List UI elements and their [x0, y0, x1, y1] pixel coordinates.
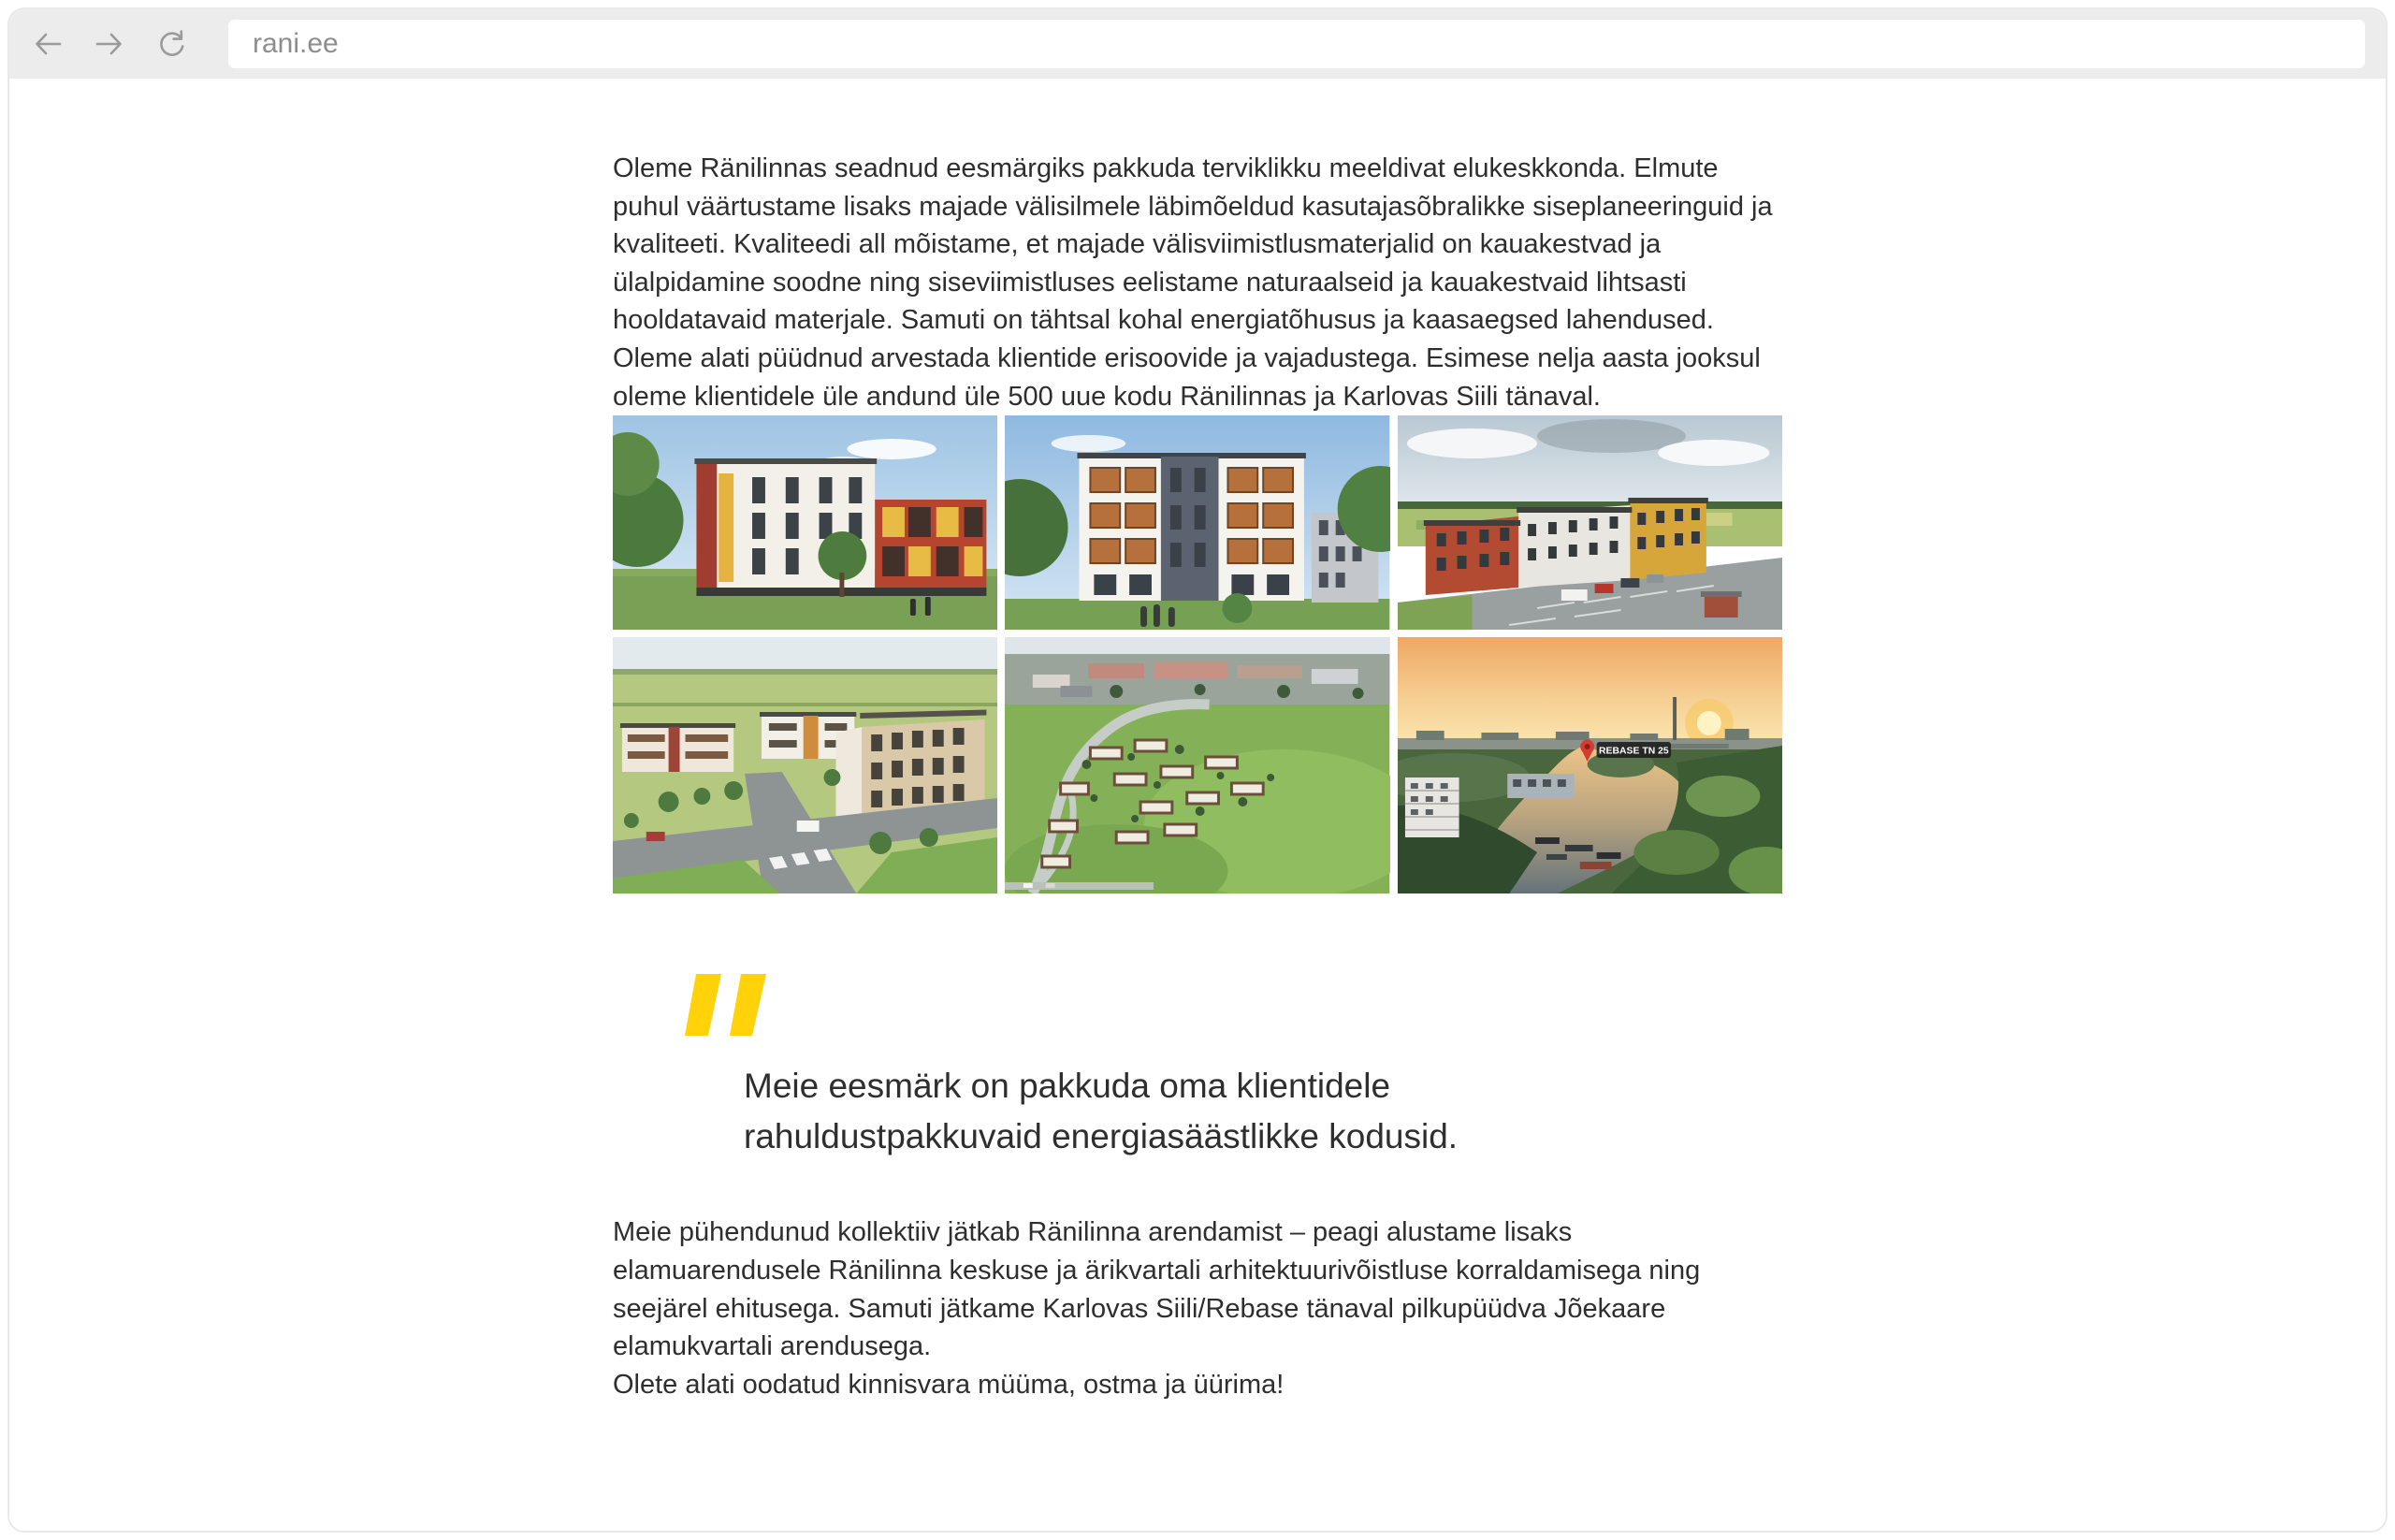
arrow-right-icon: [93, 27, 126, 61]
quote-text: Meie eesmärk on pakkuda oma klientidele rahuldustpakkuvaid energiasäästlikke kodusid.: [744, 1067, 1459, 1155]
address-bar[interactable]: [228, 20, 2365, 68]
reload-icon: [154, 27, 188, 61]
back-button[interactable]: [30, 26, 65, 62]
aerial-photo-green-district-image: [1005, 637, 1389, 893]
intro-paragraph: Oleme Ränilinnas seadnud eesmärgiks pakkuda terviklikku meeldivat elukeskkonda. Elmute puhul väärtustame lisaks majade välisilmele läbimõeldud kasutajasõbralikke siseplaneeringuid ja kvaliteeti. Kvaliteedi all mõistame, et majade välisviimistlusmaterjalid on kauakestvad ja ülalpidamine soodne ning siseviimistluses eelistame naturaalseid ja kauakestvaid lihtsasti hooldatavaid materjale. Samuti on tähtsal kohal energiatõhusus ja kaasaegsed lahendused. Oleme alati püüdnud arvestada klientide erisoovide ja vajadustega. Esimese nelja aasta jooksul oleme klientidele üle andund üle 500 uue kodu Ränilinnas ja Karlovas Siili tänaval.: [613, 153, 1773, 412]
gallery-image-6[interactable]: [1398, 637, 1782, 893]
gallery-image-1[interactable]: [613, 415, 997, 630]
apartment-render-white-timber-image: [1005, 415, 1389, 630]
apartment-render-red-yellow-image: [613, 415, 997, 630]
quote-section: [613, 974, 1782, 1161]
browser-toolbar: [9, 9, 2386, 79]
url-text: rani.ee: [253, 28, 339, 59]
gallery-image-2[interactable]: [1005, 415, 1389, 630]
sunset-river-aerial-image: [1398, 637, 1782, 893]
browser-window: [7, 7, 2388, 1533]
gallery-image-3[interactable]: [1398, 415, 1782, 630]
reload-button[interactable]: [153, 26, 189, 62]
quote-icon: [685, 974, 767, 1036]
outro-paragraph: Meie pühendunud kollektiiv jätkab Ränilinna arendamist – peagi alustame lisaks elamuarendusele Ränilinna keskuse ja ärikvartali arhitektuurivõistluse korraldamisega ning seejärel ehitusega. Samuti jätkame Karlovas Siili/Rebase tänaval pilkupüüdva Jõekaare elamukvartali arendusega.: [613, 1217, 1701, 1362]
aerial-render-street-intersection-image: [613, 637, 997, 893]
photo-gallery: [613, 415, 1782, 893]
aerial-photo-tricolor-block-image: [1398, 415, 1782, 630]
gallery-image-4[interactable]: [613, 637, 997, 893]
gallery-image-5[interactable]: [1005, 637, 1389, 893]
arrow-left-icon: [31, 27, 65, 61]
forward-button[interactable]: [92, 26, 127, 62]
map-pin-label: REBASE TN 25: [1598, 746, 1669, 757]
closing-line: Olete alati oodatud kinnisvara müüma, ostma ja üürima!: [613, 1369, 1285, 1400]
page-content: [9, 79, 2386, 1533]
